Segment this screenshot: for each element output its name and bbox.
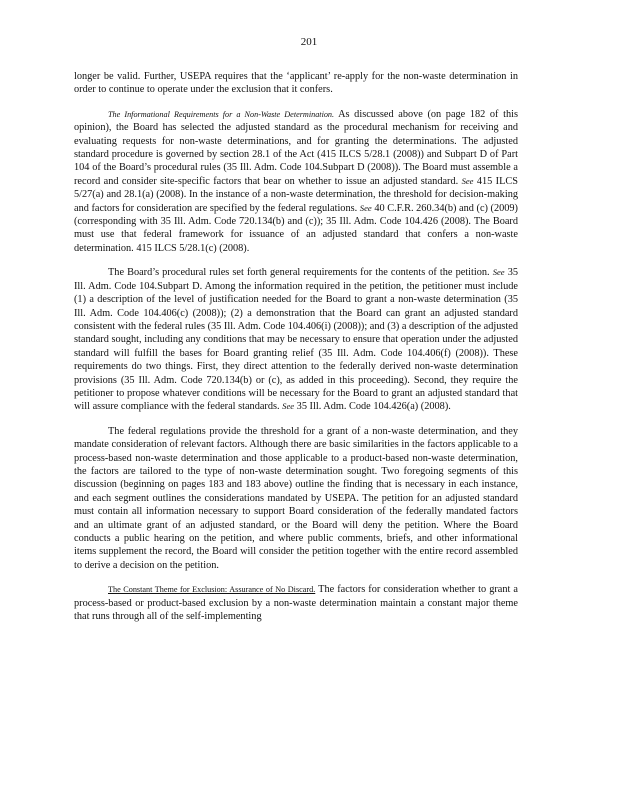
citation-signal: See [492, 267, 505, 278]
citation-signal: See [359, 202, 372, 213]
section-heading: The Constant Theme for Exclusion: Assurance of No Discard. [108, 585, 316, 595]
text-run: 35 Ill. Adm. Code 104.426(a) (2008). [296, 401, 451, 413]
paragraph-informational-requirements [74, 108, 518, 255]
text-run: The factors for consideration whether to grant a process-based or product-based exclusion by a non-waste determination maintain a constant major theme that runs through all of the self-implementing [74, 584, 519, 623]
text-run: 35 Ill. Adm. Code 104.Subpart D. Among the information required in the petition, the petitioner must include (1) a description of the level of justification needed for the Board to grant a non-waste determination (35 Ill. Adm. Code 104.406(c) (2008)); (2) a demonstration that the Board can grant an adjusted standard consistent with the federal rules (35 Ill. Adm. Code 104.406(i) (2008)); and (3) a description of the adjusted standard sought, including any conditions that may be necessary to ensure that operation under the adjusted standard will fulfill the bases for Board granting relief (35 Ill. Adm. Code 104.406(f) (2008)). These requirements do two things. First, they direct attention to the federally derived non-waste determination provisions (35 Ill. Adm. Code 720.134(b) or (c), as added in this proceeding). Second, they require the petitioner to propose whatever conditions will be necessary for the Board to grant an adjusted standard that will assure compliance with the federal standards. [74, 267, 518, 413]
citation-signal: See [282, 401, 295, 412]
text-run: 415 ILCS 5/27(a) and 28.1(a) (2008). In the instance of a non-waste determination, the threshold for decision-making and factors for consideration are specified by the federal regulations. [74, 175, 518, 214]
text-run: The federal regulations provide the threshold for a grant of a non-waste determination, and they mandate consideration of relevant factors. Although there are basic similarities in the factors applicable to a process-based non-waste determination and those applicable to a product-based non-waste determination, the factors are tailored to the type of non-waste determination sought. Two foregoing segments of this discussion (beginning on pages 183 and 183 above) outline the finding that is necessary in each instance, and each segment outlines the considerations mandated by USEPA. The petition for an adjusted standard must contain all information necessary to support Board consideration of the federally mandated factors and an ultimate grant of an adjusted standard, or the Board will deny the petition. Where the Board conducts a public hearing on the petition, and where public comments, briefs, and other informational items supplement the record, the Board will consider the petition together with the entire record assembled to derive a decision on the petition. [74, 425, 518, 571]
paragraph-federal-regulations [74, 425, 518, 572]
paragraph-constant-theme [74, 583, 518, 623]
text-run: 40 C.F.R. 260.34(b) and (c) (2009) (corresponding with 35 Ill. Adm. Code 720.134(b) and (c)); 35 Ill. Adm. Code 104.426 (2008). The Board must use that federal framework for issuance of an adjusted standard that confers a non-waste determination. 415 ILCS 5/28.1(c) (2008). [74, 202, 518, 254]
text-run: longer be valid. Further, USEPA requires that the ‘applicant’ re-apply for the non-waste determination in order to continue to operate under the exclusion that it confers. [74, 71, 518, 96]
citation-signal: See [461, 175, 474, 186]
document-body [74, 70, 518, 634]
section-heading: The Informational Requirements for a Non-Waste Determination. [108, 109, 335, 119]
paragraph-continuation [74, 70, 518, 97]
paragraph-procedural-rules [74, 266, 518, 413]
text-run: As discussed above (on page 182 of this opinion), the Board has selected the adjusted standard as the procedural mechanism for receiving and evaluating requests for non-waste determinations, and for granting the determinations. The adjusted standard procedure is governed by section 28.1 of the Act (415 ILCS 5/28.1 (2008)) and Subpart D of Part 104 of the Board’s procedural rules (35 Ill. Adm. Code 104.Subpart D (2008)). The Board must assemble a record and consider site-specific factors that bear on whether to issue an adjusted standard. [74, 108, 518, 187]
page-number: 201 [300, 36, 318, 48]
text-run: The Board’s procedural rules set forth general requirements for the contents of the petition. [108, 267, 493, 279]
